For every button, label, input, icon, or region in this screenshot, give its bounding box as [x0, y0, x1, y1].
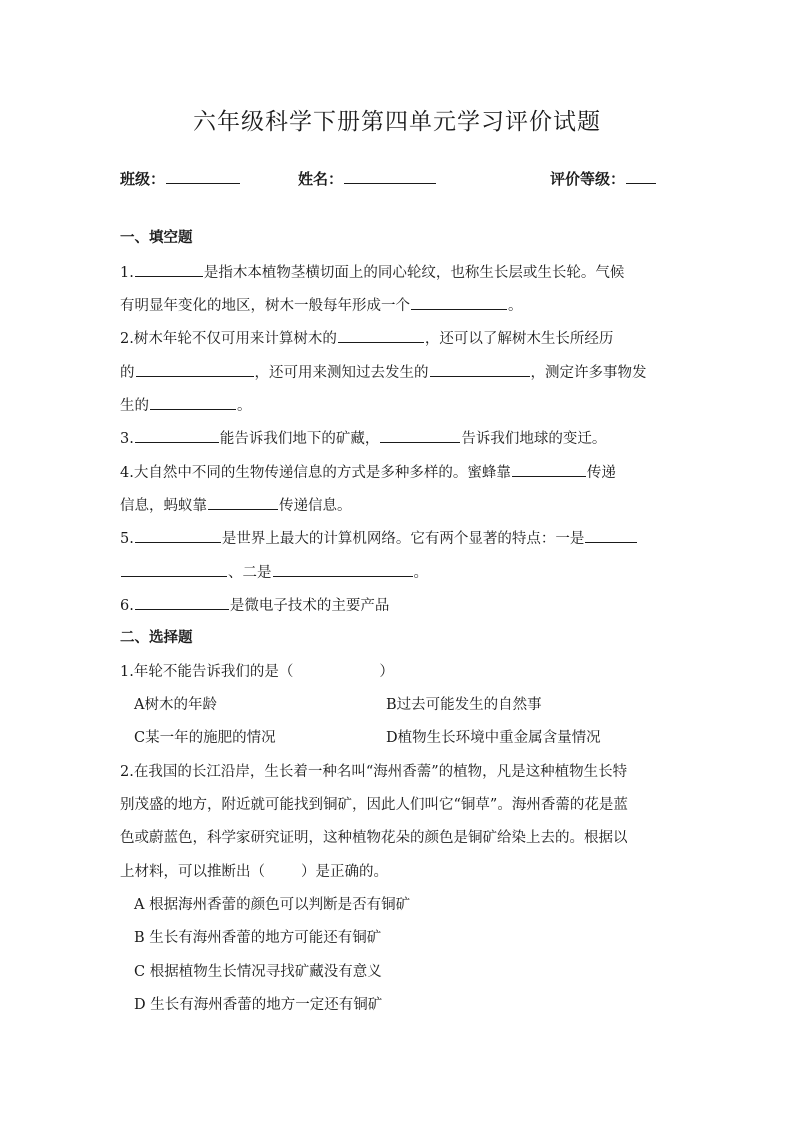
q3-line1: 3. 能告诉我们地下的矿藏， 告诉我们地球的变迁。 [120, 428, 680, 449]
q3-blank1[interactable] [135, 428, 219, 443]
mc-q2-option-d[interactable]: D 生长有海州香蕾的地方一定还有铜矿 [134, 997, 383, 1013]
q4-line2: 信息，蚂蚁靠 传递信息。 [120, 495, 680, 516]
student-info-row [120, 168, 674, 192]
page-title: 六年级科学下册第四单元学习评价试题 [193, 109, 601, 135]
q1-blank1[interactable] [135, 262, 203, 277]
q5-blank1[interactable] [135, 528, 221, 543]
q2-line1: 2.树木年轮不仅可用来计算树木的 ，还可以了解树木生长所经历 [120, 328, 680, 349]
q5-line2: 、二是 。 [120, 562, 680, 583]
name-blank[interactable] [344, 169, 436, 184]
mc-q2-stem-line2: 别茂盛的地方，附近就可能找到铜矿，因此人们叫它“铜草”。海州香薷的花是蓝 [120, 797, 628, 813]
mc-q1-option-c[interactable]: C某一年的施肥的情况 [134, 730, 276, 746]
q2-line3: 生的 。 [120, 395, 680, 416]
grade-field [550, 168, 657, 189]
q3-blank2[interactable] [380, 428, 460, 443]
mc-q1-option-d[interactable]: D植物生长环境中重金属含量情况 [386, 730, 601, 746]
q6-blank1[interactable] [135, 595, 229, 610]
q2-blank1[interactable] [338, 328, 424, 343]
q5-blank2-cont[interactable] [121, 562, 227, 577]
q5-line1: 5. 是世界上最大的计算机网络。它有两个显著的特点：一是 [120, 528, 680, 549]
class-blank[interactable] [166, 169, 240, 184]
grade-label: 评价等级： [550, 170, 626, 188]
section-heading-fill-in: 一、填空题 [120, 229, 193, 246]
q2-blank2[interactable] [136, 362, 254, 377]
mc-q2-option-a[interactable]: A 根据海州香蕾的颜色可以判断是否有铜矿 [134, 897, 411, 913]
class-field [120, 168, 241, 189]
q5-blank3[interactable] [273, 562, 413, 577]
q2-blank3[interactable] [430, 362, 530, 377]
q5-blank2[interactable] [585, 528, 637, 543]
mc-q2-option-c[interactable]: C 根据植物生长情况寻找矿藏没有意义 [134, 964, 382, 980]
mc-q2-stem-line3: 色或蔚蓝色，科学家研究证明，这种植物花朵的颜色是铜矿给染上去的。根据以 [120, 830, 628, 846]
class-label: 班级： [120, 170, 166, 188]
q4-blank2[interactable] [208, 495, 278, 510]
mc-q2-option-b[interactable]: B 生长有海州香蕾的地方可能还有铜矿 [134, 930, 382, 946]
grade-blank[interactable] [626, 169, 656, 184]
mc-q1-option-b[interactable]: B过去可能发生的自然事 [386, 697, 542, 713]
section-heading-multiple-choice: 二、选择题 [120, 629, 193, 646]
q6-line1: 6. 是微电子技术的主要产品 [120, 595, 680, 616]
q2-blank4[interactable] [150, 395, 236, 410]
name-field [298, 168, 437, 189]
mc-q2-stem-line4: 上材料，可以推断出（ ）是正确的。 [120, 864, 388, 880]
q1-line2: 有明显年变化的地区，树木一般每年形成一个 。 [120, 295, 680, 316]
q1-line1: 1. 是指木本植物茎横切面上的同心轮纹，也称生长层或生长轮。气候 [120, 262, 680, 283]
mc-q2-stem-line1: 2.在我国的长江沿岸，生长着一种名叫“海州香薷”的植物，凡是这种植物生长特 [120, 764, 628, 780]
q4-blank1[interactable] [512, 462, 586, 477]
q1-blank2[interactable] [411, 295, 507, 310]
q2-line2: 的 ，还可用来测知过去发生的 ，测定许多事物发 [120, 362, 680, 383]
mc-q1-option-a[interactable]: A树木的年龄 [134, 697, 217, 713]
name-label: 姓名： [298, 170, 344, 188]
q4-line1: 4.大自然中不同的生物传递信息的方式是多种多样的。蜜蜂靠 传递 [120, 462, 680, 483]
mc-q1-stem: 1.年轮不能告诉我们的是（ ） [120, 664, 394, 680]
